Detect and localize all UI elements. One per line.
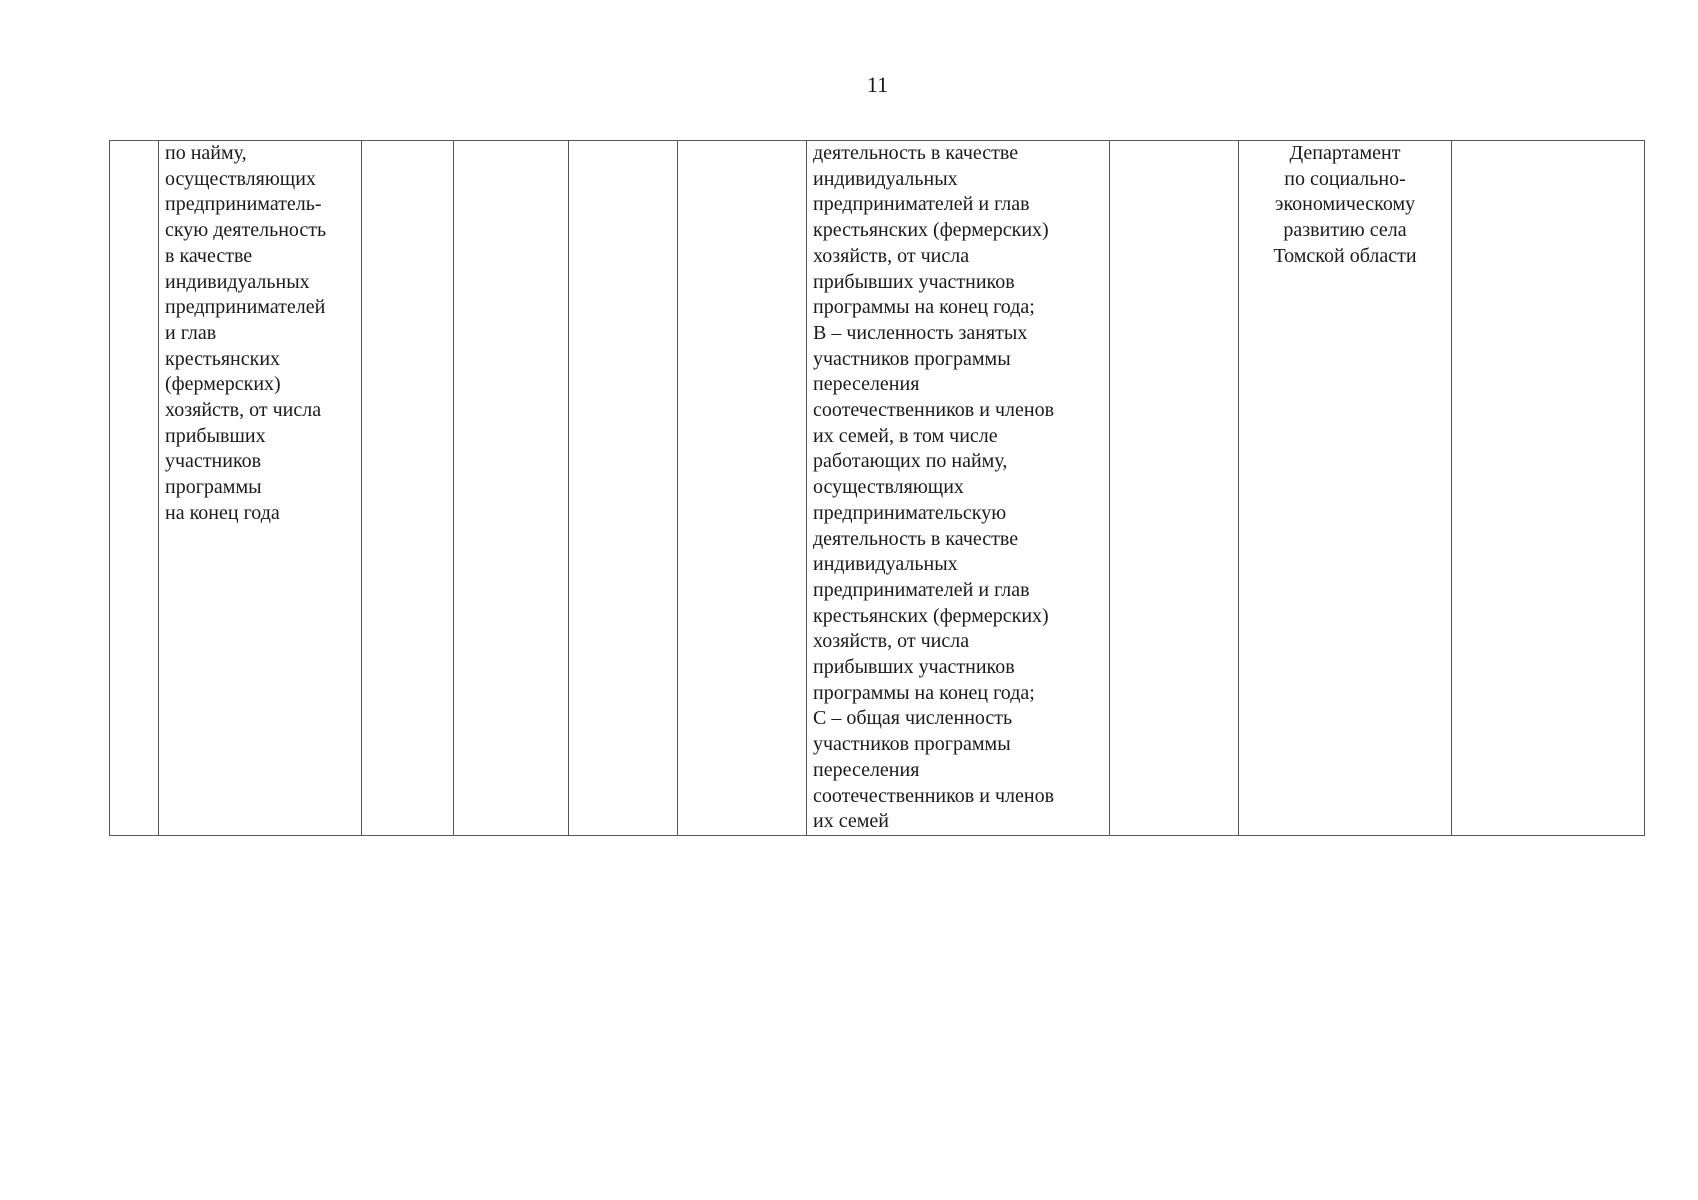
indicator-name-text: по найму, осуществляющих предприниматель- скую деятельность в качестве индивидуальных предпринимателей и глав крестьянских (фермерских) хозяйств, от числа прибывших участников программы на конец года: [165, 142, 327, 524]
table-cell-empty-5: [569, 141, 678, 836]
table-row: [110, 141, 1645, 836]
formula-description-text: деятельность в качестве индивидуальных предпринимателей и глав крестьянских (фермерских) хозяйств, от числа прибывших участников программы на конец года; B – численность занятых участников программы переселения соотечественников и членов их семей, в том числе работающих по найму, осуществляющих предпринимательскую деятельность в качестве индивидуальных предпринимателей и глав крестьянских (фермерских) хозяйств, от числа прибывших участников программы на конец года; С – общая численность участников программы переселения соотечественников и членов их семей: [813, 142, 1055, 833]
data-table: [109, 140, 1645, 836]
table-cell-empty-3: [362, 141, 454, 836]
page-number: 11: [866, 72, 889, 97]
table-cell-department: [1239, 141, 1452, 836]
table-cell-index: [110, 141, 159, 836]
department-text: Департамент по социально- экономическому развитию села Томской области: [1273, 142, 1417, 267]
table-cell-formula-description: [807, 141, 1110, 836]
table-cell-indicator-name: [159, 141, 362, 836]
table-cell-empty-10: [1452, 141, 1645, 836]
table-cell-empty-8: [1110, 141, 1239, 836]
table-cell-empty-6: [678, 141, 807, 836]
table-cell-empty-4: [454, 141, 569, 836]
